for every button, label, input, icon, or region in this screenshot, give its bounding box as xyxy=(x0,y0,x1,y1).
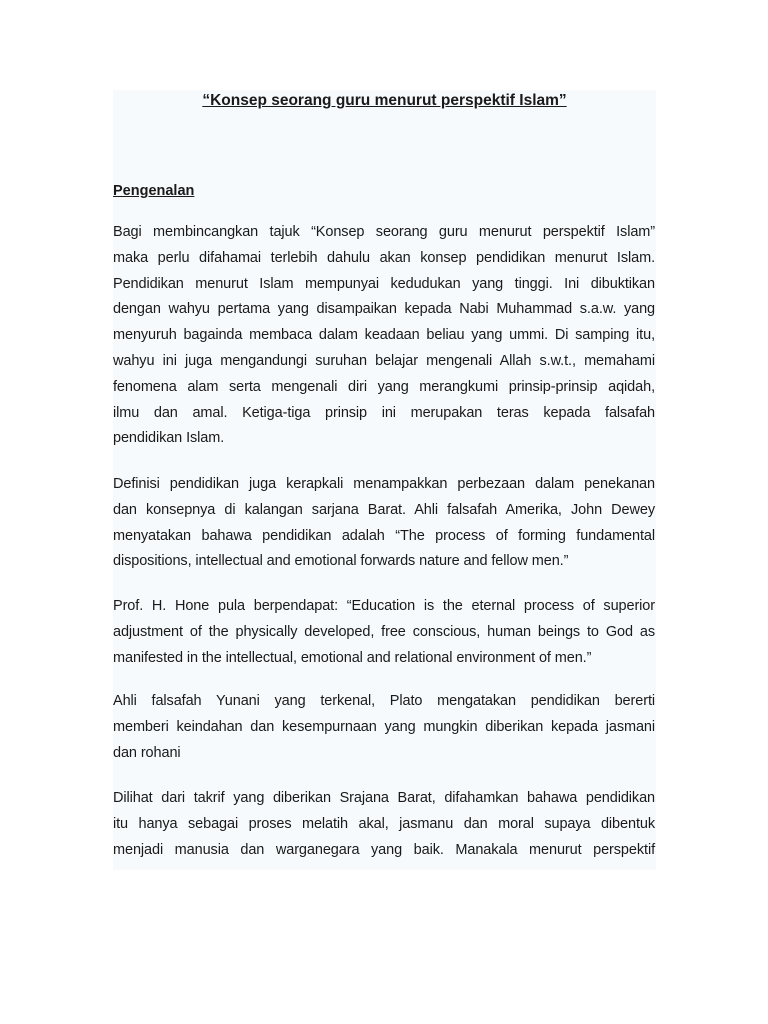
paragraph-conclusion xyxy=(113,786,655,863)
text-line: fenomena alam serta mengenali diri yang merangkumi prinsip-prinsip aqidah, xyxy=(113,378,655,395)
text-line: manifested in the intellectual, emotional and relational environment of men.” xyxy=(113,649,592,666)
text-line: dan rohani xyxy=(113,744,181,761)
text-line: menyatakan bahawa pendidikan adalah “The process of forming fundamental xyxy=(113,527,655,544)
text-line: dengan wahyu pertama yang disampaikan kepada Nabi Muhammad s.a.w. yang xyxy=(113,301,655,318)
text-line: ilmu dan amal. Ketiga-tiga prinsip ini merupakan teras kepada falsafah xyxy=(113,404,655,421)
text-line: memberi keindahan dan kesempurnaan yang mungkin diberikan kepada jasmani xyxy=(113,718,655,735)
text-line: Definisi pendidikan juga kerapkali menampakkan perbezaan dalam penekanan xyxy=(113,476,655,492)
paragraph-plato xyxy=(113,689,655,766)
text-line: itu hanya sebagai proses melatih akal, jasmanu dan moral supaya dibentuk xyxy=(113,815,655,832)
text-line: menjadi manusia dan warganegara yang baik. Manakala menurut perspektif xyxy=(113,841,655,858)
text-line: menyuruh bagainda membaca dalam keadaan beliau yang ummi. Di samping itu, xyxy=(113,327,655,344)
text-line: maka perlu difahamai terlebih dahulu akan konsep pendidikan menurut Islam. xyxy=(113,249,655,266)
text-line: Bagi membincangkan tajuk “Konsep seorang guru menurut perspektif Islam” xyxy=(113,224,655,240)
text-line: dan konsepnya di kalangan sarjana Barat. Ahli falsafah Amerika, John Dewey xyxy=(113,501,655,518)
document-title: “Konsep seorang guru menurut perspektif Islam” xyxy=(202,92,567,109)
text-line: Dilihat dari takrif yang diberikan Srajana Barat, difahamkan bahawa pendidikan xyxy=(113,790,655,806)
text-line: pendidikan Islam. xyxy=(113,430,225,447)
text-line: Pendidikan menurut Islam mempunyai kedudukan yang tinggi. Ini dibuktikan xyxy=(113,275,655,292)
paragraph-introduction xyxy=(113,220,655,452)
text-line: adjustment of the physically developed, free conscious, human beings to God as xyxy=(113,623,655,640)
section-heading: Pengenalan xyxy=(113,183,195,199)
text-line: wahyu ini juga mengandungi suruhan belajar mengenali Allah s.w.t., memahami xyxy=(113,352,655,369)
text-line: Prof. H. Hone pula berpendapat: “Education is the eternal process of superior xyxy=(113,598,655,614)
text-line: dispositions, intellectual and emotional forwards nature and fellow men.” xyxy=(113,553,569,570)
paragraph-definition xyxy=(113,472,655,575)
paragraph-hone xyxy=(113,594,655,671)
text-line: Ahli falsafah Yunani yang terkenal, Plato mengatakan pendidikan bererti xyxy=(113,693,655,709)
